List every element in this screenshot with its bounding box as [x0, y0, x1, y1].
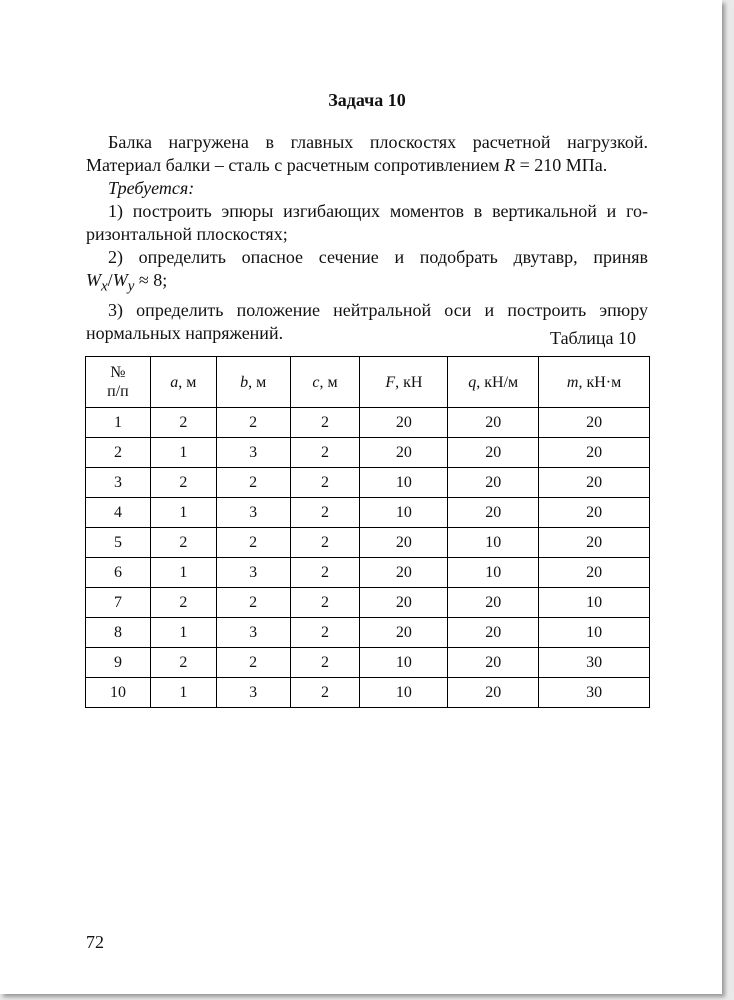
- table-header-row: [86, 357, 650, 408]
- header-b-symbol: b: [240, 373, 249, 391]
- task-item-2-line-1: 2) определить опасное сечение и подобрать двутавр, приняв: [108, 247, 648, 267]
- cell: 10: [539, 618, 650, 648]
- cell: 2: [290, 408, 360, 438]
- cell: 20: [448, 438, 539, 468]
- cell: 2: [150, 588, 216, 618]
- cell: 2: [216, 648, 290, 678]
- cell: 8: [86, 618, 151, 648]
- header-b: [216, 357, 290, 408]
- statement-line-2: [86, 154, 648, 177]
- cell: 30: [539, 678, 650, 708]
- header-c: [290, 357, 360, 408]
- cell: 2: [150, 528, 216, 558]
- cell: 3: [216, 498, 290, 528]
- cell: 3: [86, 468, 151, 498]
- header-q-unit: , кН/м: [476, 373, 519, 391]
- header-m-unit: , кН·м: [578, 373, 622, 391]
- cell: 20: [539, 408, 650, 438]
- cell: 2: [216, 408, 290, 438]
- cell: 2: [150, 408, 216, 438]
- header-F-unit: , кН: [395, 373, 423, 391]
- cell: 20: [539, 468, 650, 498]
- task-item-3-line-2: нормальных напряжений.: [86, 322, 284, 343]
- cell: 20: [539, 528, 650, 558]
- cell: 20: [539, 498, 650, 528]
- cell: 9: [86, 648, 151, 678]
- header-F: [360, 357, 448, 408]
- cell: 20: [360, 558, 448, 588]
- header-a-symbol: a: [170, 373, 179, 391]
- cell: 2: [290, 468, 360, 498]
- table-row: [86, 528, 650, 558]
- cell: 2: [86, 438, 151, 468]
- wy-subscript: y: [127, 278, 135, 295]
- cell: 20: [360, 588, 448, 618]
- cell: 20: [360, 408, 448, 438]
- cell: 20: [448, 678, 539, 708]
- cell: 2: [290, 618, 360, 648]
- cell: 10: [448, 528, 539, 558]
- table-row: [86, 648, 650, 678]
- cell: 10: [86, 678, 151, 708]
- task-item-1-line-2: ризонтальной плоскостях;: [86, 224, 288, 244]
- wx-symbol: W: [86, 270, 101, 290]
- requires-line: [86, 177, 648, 200]
- ratio-slash: /: [107, 270, 113, 290]
- cell: 20: [360, 438, 448, 468]
- header-q: [448, 357, 539, 408]
- cell: 1: [150, 618, 216, 648]
- header-num-label: п/п: [107, 383, 129, 400]
- page-number: 72: [86, 932, 104, 952]
- header-b-unit: , м: [248, 373, 267, 391]
- header-c-symbol: c: [312, 373, 320, 391]
- table-caption: Таблица 10: [550, 328, 636, 348]
- cell: 7: [86, 588, 151, 618]
- task-item-1-line-1: 1) построить эпюры изгибающих моментов в вертикальной и го-: [108, 201, 648, 221]
- cell: 10: [448, 558, 539, 588]
- statement-text: Материал балки – сталь с расчетным сопротивлением: [86, 155, 505, 175]
- cell: 3: [216, 678, 290, 708]
- cell: 20: [539, 558, 650, 588]
- statement-line-1: Балка нагружена в главных плоскостях расчетной нагрузкой.: [108, 132, 648, 152]
- header-a: [150, 357, 216, 408]
- cell: 1: [150, 678, 216, 708]
- cell: 10: [360, 498, 448, 528]
- cell: 3: [216, 438, 290, 468]
- cell: 10: [360, 468, 448, 498]
- table-row: [86, 588, 650, 618]
- header-F-symbol: F: [385, 373, 396, 391]
- cell: 1: [150, 438, 216, 468]
- resistance-symbol: R: [504, 155, 516, 175]
- cell: 1: [86, 408, 151, 438]
- requires-label: Требуется:: [108, 178, 195, 198]
- header-num-sign: №: [110, 364, 126, 381]
- table-row: [86, 618, 650, 648]
- problem-title: Задача 10: [328, 90, 406, 110]
- table-row: [86, 558, 650, 588]
- table-row: [86, 438, 650, 468]
- cell: 2: [290, 528, 360, 558]
- cell: 1: [150, 558, 216, 588]
- cell: 4: [86, 498, 151, 528]
- cell: 5: [86, 528, 151, 558]
- cell: 20: [360, 528, 448, 558]
- cell: 3: [216, 558, 290, 588]
- parameters-table: [85, 356, 650, 708]
- cell: 20: [539, 438, 650, 468]
- table-row: [86, 408, 650, 438]
- ratio-value: ≈ 8;: [134, 270, 168, 290]
- cell: 2: [216, 588, 290, 618]
- cell: 30: [539, 648, 650, 678]
- cell: 2: [216, 468, 290, 498]
- header-m: [539, 357, 650, 408]
- cell: 1: [150, 498, 216, 528]
- cell: 20: [448, 648, 539, 678]
- cell: 20: [448, 498, 539, 528]
- task-item-3-line-1: 3) определить положение нейтральной оси и построить эпюру: [108, 299, 648, 320]
- header-m-symbol: m: [566, 373, 579, 391]
- table-row: [86, 468, 650, 498]
- cell: 2: [290, 498, 360, 528]
- header-c-unit: , м: [319, 373, 338, 391]
- cell: 2: [216, 528, 290, 558]
- header-num: [86, 357, 151, 408]
- cell: 2: [150, 648, 216, 678]
- cell: 20: [448, 468, 539, 498]
- cell: 6: [86, 558, 151, 588]
- cell: 3: [216, 618, 290, 648]
- problem-statement: [86, 131, 648, 345]
- cell: 2: [150, 468, 216, 498]
- cell: 20: [360, 618, 448, 648]
- cell: 2: [290, 438, 360, 468]
- cell: 20: [448, 408, 539, 438]
- cell: 2: [290, 648, 360, 678]
- task-item-2-line-2: [86, 269, 648, 299]
- header-q-symbol: q: [468, 373, 477, 391]
- header-a-unit: , м: [178, 373, 197, 391]
- cell: 10: [360, 648, 448, 678]
- resistance-value: = 210 МПа.: [515, 155, 608, 175]
- wx-subscript: x: [101, 278, 108, 295]
- table-row: [86, 498, 650, 528]
- cell: 20: [448, 588, 539, 618]
- cell: 10: [360, 678, 448, 708]
- cell: 2: [290, 588, 360, 618]
- cell: 20: [448, 618, 539, 648]
- wy-symbol: W: [112, 270, 128, 290]
- cell: 2: [290, 558, 360, 588]
- table-body: [86, 408, 650, 708]
- table-row: [86, 678, 650, 708]
- cell: 10: [539, 588, 650, 618]
- cell: 2: [290, 678, 360, 708]
